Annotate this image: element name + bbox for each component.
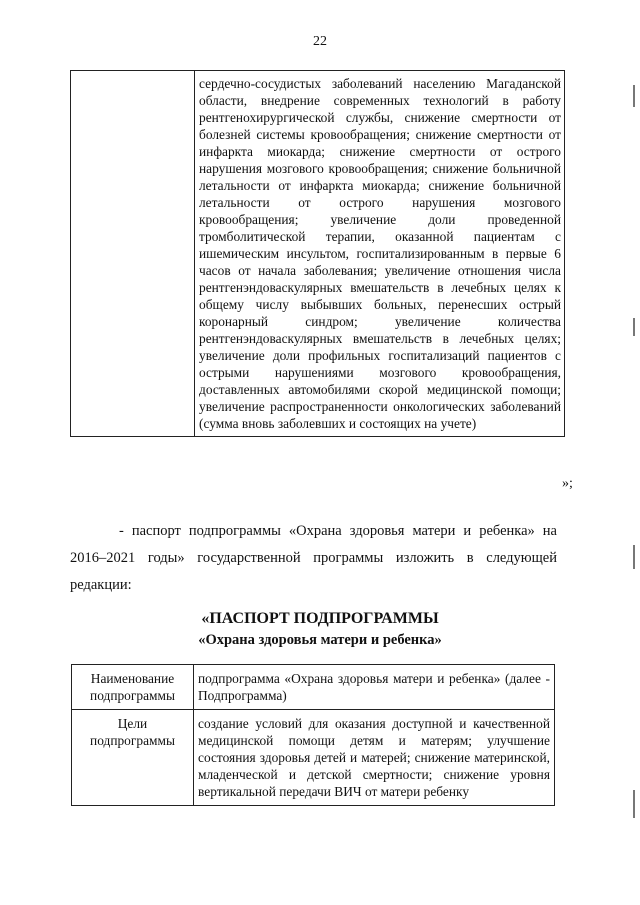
table-row <box>72 665 555 710</box>
body-paragraph: - паспорт подпрограммы «Охрана здоровья матери и ребенка» на 2016–2021 годы» государственной программы изложить в следующей редакции: <box>70 523 557 593</box>
scan-artifact <box>633 85 635 107</box>
continued-table <box>70 70 565 437</box>
row-label-name: Наименование подпрограммы <box>72 665 194 710</box>
scan-artifact <box>633 790 635 818</box>
scan-artifact <box>633 318 635 336</box>
page-number: 22 <box>313 34 327 49</box>
scan-artifact <box>633 545 635 569</box>
passport-subtitle: «Охрана здоровья матери и ребенка» <box>198 632 442 648</box>
table-row <box>71 71 565 437</box>
goals-text-cell: сердечно-сосудистых заболеваний населению Магаданской области, внедрение современных технологий в работу рентгенохирургической службы, снижение смертности от болезней системы кровообращения; снижение смертности от инфаркта миокарда; снижение смертности от острого нарушения мозгового кровообращения; снижение больничной летальности от инфаркта миокарда; снижение больничной летальности от острого нарушения мозгового кровообращения; увеличение доли проведенной тромболитической терапии, оказанной пациентам с ишемическим инсультом, госпитализированным в первые 6 часов от начала заболевания; увеличение отношения числа рентгенэндоваскулярных вмешательств в лечебных целях к общему числу выбывших больных, перенесших острый коронарный синдром; увеличение количества рентгенэндоваскулярных вмешательств в лечебных целях; увеличение доли профильных госпитализаций пациентов с острыми нарушениями мозгового кровообращения, доставленных автомобилями скорой медицинской помощи; увеличение распространенности онкологических заболеваний (сумма вновь заболевших и состоящих на учете) <box>195 71 565 437</box>
passport-table <box>71 664 555 806</box>
row-value-goals: создание условий для оказания доступной и качественной медицинской помощи детям и матерям; улучшение состояния здоровья детей и матерей; снижение материнской, младенческой и детской смертности; снижение уровня вертикальной передачи ВИЧ от матери ребенку <box>194 710 555 806</box>
closing-quote-mark: »; <box>562 476 573 491</box>
row-value-name: подпрограмма «Охрана здоровья матери и ребенка» (далее - Подпрограмма) <box>194 665 555 710</box>
empty-left-cell <box>71 71 195 437</box>
row-label-goals: Цели подпрограммы <box>72 710 194 806</box>
passport-title: «ПАСПОРТ ПОДПРОГРАММЫ <box>201 610 439 627</box>
table-row <box>72 710 555 806</box>
